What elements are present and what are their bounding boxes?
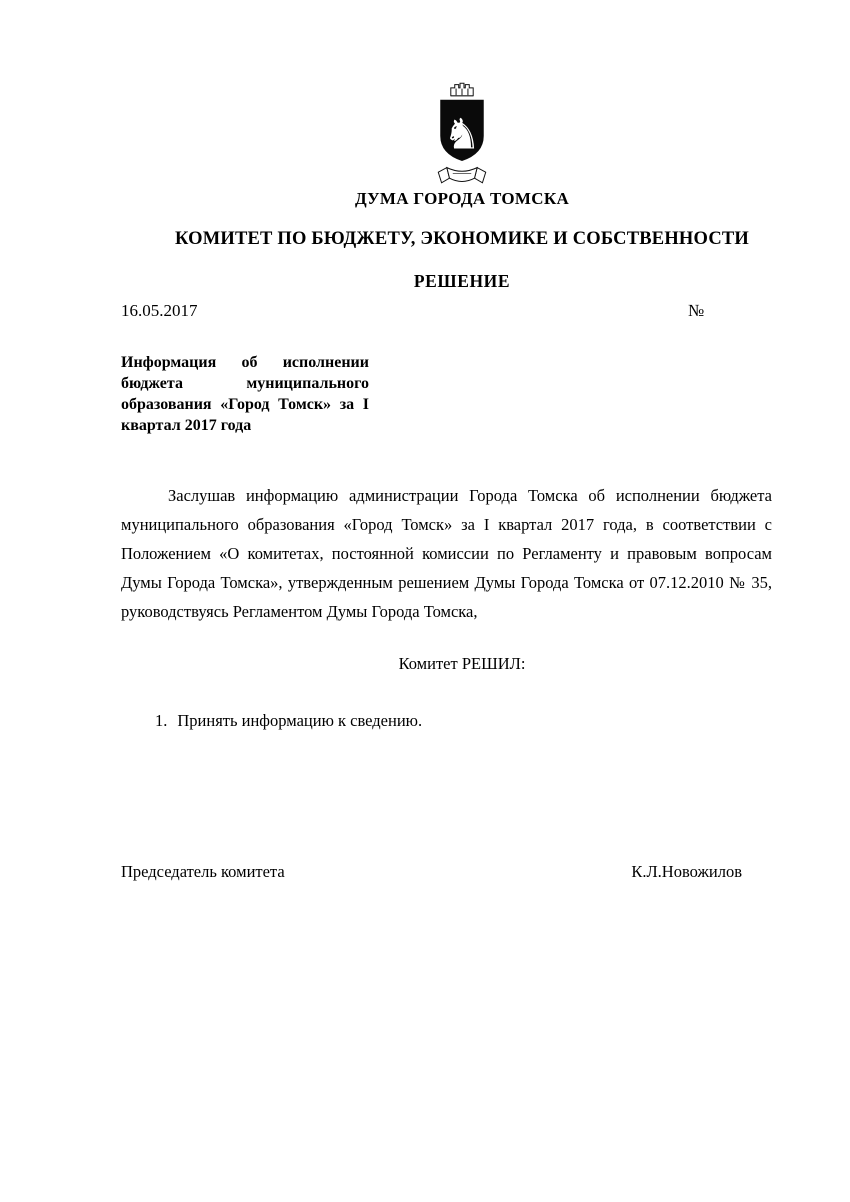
- body-paragraph: Заслушав информацию администрации Города Томска об исполнении бюджета муниципального образования «Город Томск» за I квартал 2017 года, в соответствии с Положением «О комитетах, постоянной комиссии по Регламенту и правовым вопросам Думы Города Томска», утвержденным решением Думы Города Томска от 07.12.2010 № 35, руководствуясь Регламентом Думы Города Томска,: [121, 486, 772, 621]
- meta-row: [121, 301, 772, 321]
- document-type: РЕШЕНИЕ: [413, 271, 511, 291]
- signature-row: [121, 862, 772, 882]
- resolution-intro: Комитет РЕШИЛ:: [398, 654, 526, 673]
- ribbon-icon: [438, 168, 485, 183]
- horse-icon: ♞: [443, 109, 481, 159]
- signature-name: К.Л.Новожилов: [631, 862, 742, 881]
- resolution-item-text: Принять информацию к сведению.: [177, 711, 423, 730]
- resolution-item: [155, 711, 422, 731]
- tomsk-emblem-graphic: [427, 80, 497, 192]
- signature-title: Председатель комитета: [121, 862, 285, 881]
- crown-icon: [451, 83, 473, 96]
- resolution-item-number: 1.: [155, 711, 168, 730]
- tomsk-coat-of-arms: [427, 80, 497, 192]
- document-number-label: №: [688, 301, 705, 320]
- committee-name: КОМИТЕТ ПО БЮДЖЕТУ, ЭКОНОМИКЕ И СОБСТВЕННОСТИ: [174, 229, 750, 249]
- document-subject: Информация об исполнении бюджета муниципального образования «Город Томск» за I квартал 2017 года: [121, 354, 369, 434]
- document-date: 16.05.2017: [121, 301, 198, 320]
- organization-name: ДУМА ГОРОДА ТОМСКА: [354, 189, 570, 208]
